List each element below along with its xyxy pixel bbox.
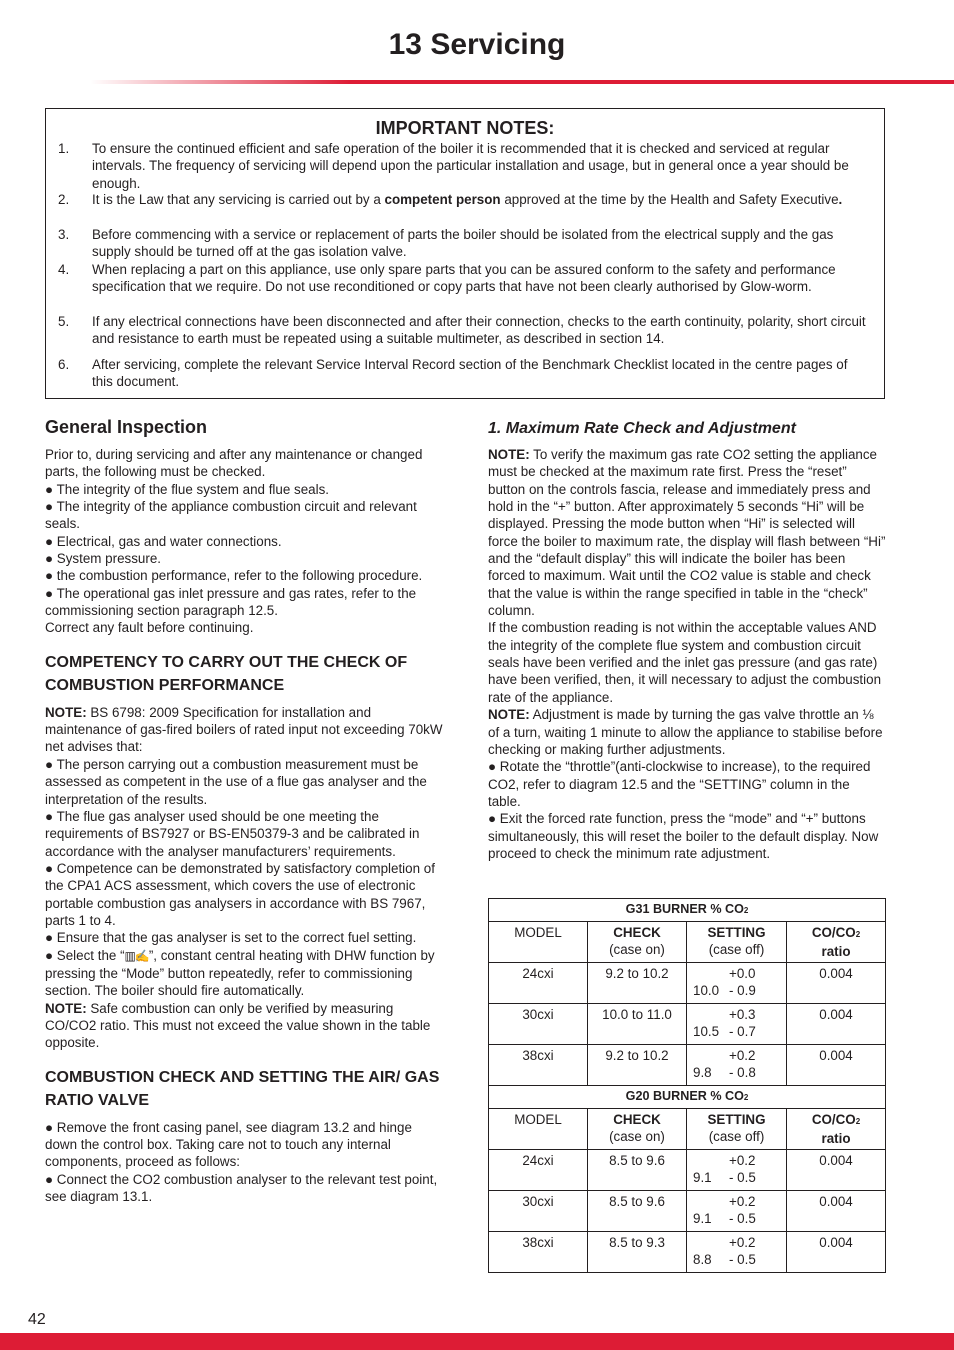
list-item: ● The operational gas inlet pressure and gas rates, refer to the commissioning section paragraph 12.5. [45,585,417,619]
list-item: ● Rotate the “throttle”(anti-clockwise to increase), to the required CO2, refer to diagram 12.5 and the “SETTING” column in the table. [488,759,871,809]
paragraph: NOTE: To verify the maximum gas rate CO2 setting the appliance must be checked at the maximum rate first. Press the “reset” button on the controls fascia, release and immediately press and hold in the “+” button. After approximately 5 seconds “Hi” will be displayed. Pressing the mode button when “Hi” is selected will force the boiler to maximum rate, the display will flash between “Hi” and the “default display” this will indicate the boiler has been forced to maximum. Wait until the CO2 value is stable and check that the value is within the range specified in table in the “check” column. [488,447,886,619]
table-row: 38cxi 9.2 to 10.2 9.8 +0.2 - 0.8 0.004 [489,1045,886,1086]
table-header-row: MODEL CHECK (case on) SETTING (case off) CO/CO2 ratio [489,1109,886,1150]
left-column [45,416,443,1205]
table-row: 24cxi 9.2 to 10.2 10.0 +0.0 - 0.9 0.004 [489,963,886,1004]
list-item: ● Remove the front casing panel, see diagram 13.2 and hinge down the control box. Taking care not to touch any internal components, proceed as follows: [45,1119,412,1170]
list-item: ● The integrity of the flue system and flue seals. [45,481,329,497]
radiator-tap-icon: ▥✍ [124,948,149,963]
paragraph: NOTE: Safe combustion can only be verified by measuring CO/CO2 ratio. This must not exceed the value shown in the table opposite. [45,1000,431,1051]
list-item: ● Competence can be demonstrated by satisfactory completion of the CPA1 ACS assessment, which covers the use of electronic portable combustion gas analysers in accordance with BS 7967, parts 1 to 4. [45,860,435,928]
page-title: 13 Servicing [388,28,566,61]
list-item: ● The integrity of the appliance combustion circuit and relevant seals. [45,499,417,532]
list-item: ● Connect the CO2 combustion analyser to the relevant test point, see diagram 13.1. [45,1171,438,1205]
note-item: 6. After servicing, complete the relevant Service Interval Record section of the Benchmark Checklist located in the centre pages of this document. [58,357,848,390]
note-item: 5. If any electrical connections have been disconnected and after their connection, checks to the earth continuity, polarity, short circuit and resistance to earth must be repeated using a suitable multimeter, as described in section 14. [58,314,866,347]
page-number: 42 [28,1311,46,1328]
title-divider [90,80,954,84]
list-item: ● Ensure that the gas analyser is set to the correct fuel setting. [45,930,417,946]
max-rate-heading: 1. Maximum Rate Check and Adjustment [488,420,796,437]
table-row: 30cxi 10.0 to 11.0 10.5 +0.3 - 0.7 0.004 [489,1004,886,1045]
list-item: ● Select the “▥✍”, constant central heating with DHW function by pressing the “Mode” button repeatedly, refer to commissioning section. The boiler should fire automatically. [45,947,435,999]
table-row: 30cxi 8.5 to 9.6 9.1 +0.2 - 0.5 0.004 [489,1191,886,1232]
paragraph: NOTE: Adjustment is made by turning the gas valve throttle an ⅛ of a turn, waiting 1 minute to allow the appliance to stabilise before checking or making further adjustments. [488,707,883,757]
right-column [488,418,886,862]
table-row: 24cxi 8.5 to 9.6 9.1 +0.2 - 0.5 0.004 [489,1150,886,1191]
note-item: 2. It is the Law that any servicing is carried out by a competent person approved at the time by the Health and Safety Executive. [58,192,843,207]
paragraph: Correct any fault before continuing. [45,620,254,636]
paragraph: If the combustion reading is not within the acceptable values AND the integrity of the complete flue system and combustion circuit seals have been verified and the inlet gas pressure (and gas rate) have been verified, then, it will necessary to adjust the combustion rate of the appliance. [488,620,882,705]
list-item: ● System pressure. [45,551,161,567]
paragraph: Prior to, during servicing and after any maintenance or changed parts, the following must be checked. [45,447,423,480]
table-header-row: MODEL CHECK (case on) SETTING (case off) CO/CO2 ratio [489,922,886,963]
important-notes-box [45,108,885,399]
combustion-check-heading: COMBUSTION CHECK AND SETTING THE AIR/ GAS RATIO VALVE [45,1068,440,1109]
general-inspection-heading: General Inspection [45,417,208,437]
note-item: 3. Before commencing with a service or replacement of parts the boiler should be isolated from the electrical supply and the gas supply should be turned off at the gas isolation valve. [58,227,834,260]
list-item: ● The person carrying out a combustion measurement must be assessed as competent in the use of a flue gas analyser and the interpretation of the results. [45,756,427,807]
table-row: 38cxi 8.5 to 9.3 8.8 +0.2 - 0.5 0.004 [489,1232,886,1273]
note-item: 4. When replacing a part on this appliance, use only spare parts that you can be assured conform to the safety and performance specification that we require. Do not use reconditioned or copy parts that have not been clearly authorised by Glow-worm. [58,262,836,295]
paragraph: NOTE: BS 6798: 2009 Specification for installation and maintenance of gas-fired boilers of rated input not exceeding 70kW net advises that: [45,704,443,755]
competency-heading: COMPETENCY TO CARRY OUT THE CHECK OF COMBUSTION PERFORMANCE [45,653,408,694]
list-item: ● The flue gas analyser used should be one meeting the requirements of BS7927 or BS-EN50379-3 and be calibrated in accordance with the analyser manufacturers’ requirements. [45,808,420,859]
important-notes-heading: IMPORTANT NOTES: [375,118,555,138]
note-item: 1. To ensure the continued efficient and safe operation of the boiler it is recommended that it is checked and serviced at regular intervals. The frequency of servicing will depend upon the particular installation and usage, but in general once a year should be enough. [58,141,849,191]
table-section-title: G20 BURNER % CO2 [489,1086,886,1109]
list-item: ● the combustion performance, refer to the following procedure. [45,568,423,584]
footer-bar [0,1333,954,1350]
table-section-title: G31 BURNER % CO2 [489,899,886,922]
list-item: ● Electrical, gas and water connections. [45,533,282,549]
list-item: ● Exit the forced rate function, press the “mode” and “+” buttons simultaneously, this will reset the boiler to the default display. Now proceed to check the minimum rate adjustment. [488,811,879,861]
co2-settings-table [488,898,886,1273]
